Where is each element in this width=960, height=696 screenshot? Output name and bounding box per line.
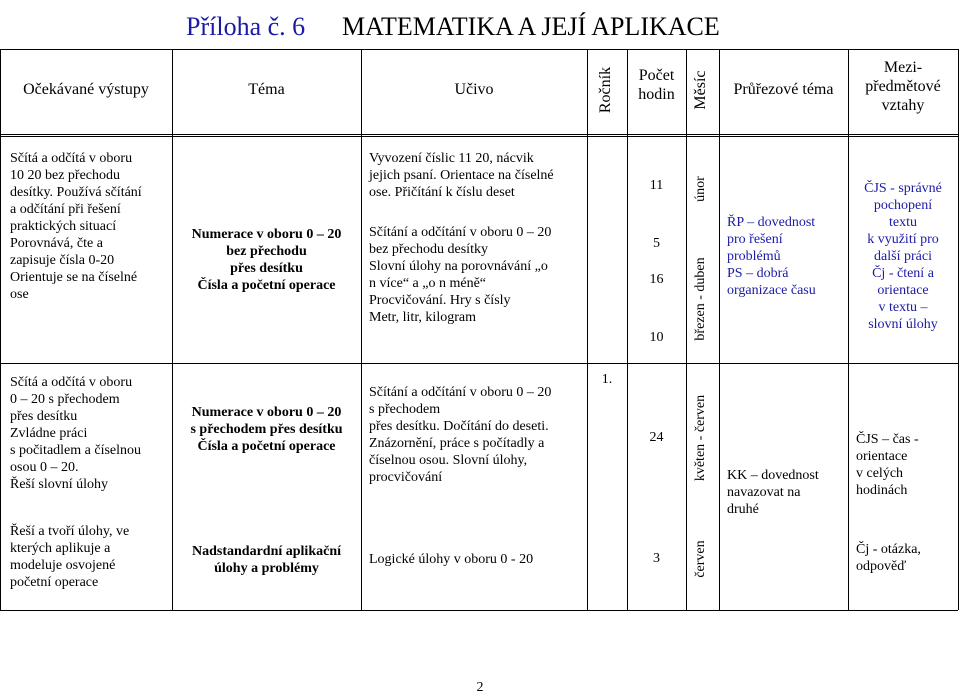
row1-hours-1: 11 bbox=[649, 178, 664, 193]
row2-topic-b: Nadstandardní aplikační úlohy a problémy bbox=[192, 544, 341, 576]
row2-inter-subject-b: Čj - otázka, odpověď bbox=[856, 542, 921, 574]
row1-curriculum-a: Vyvození číslic 11 20, nácvik jejich psaní. Orientace na číselné ose. Přičítání k číslu deset bbox=[369, 151, 554, 200]
row2-curriculum-a: Sčítání a odčítání v oboru 0 – 20 s přechodem přes desítku. Dočítání do deseti. Znázornění, práce s počítadly a číselnou osou. Slovní úlohy, procvičování bbox=[369, 385, 552, 485]
col-border-0 bbox=[0, 49, 1, 610]
row1-inter-subject: ČJS - správné pochopení textu k využití pro další práci Čj - čtení a orientace v textu – slovní úlohy bbox=[864, 181, 942, 332]
col-border-1 bbox=[172, 49, 173, 610]
page-number: 2 bbox=[476, 680, 484, 695]
title-prefix bbox=[186, 10, 326, 44]
row1-hours-3: 16 bbox=[649, 272, 664, 287]
row2-hours-b: 3 bbox=[653, 551, 660, 566]
row1-curriculum-b: Sčítání a odčítání v oboru 0 – 20 bez přechodu desítky Slovní úlohy na porovnávání „o n více“ a „o n méně“ Procvičování. Hry s čísly Metr, litr, kilogram bbox=[369, 225, 552, 325]
row1-hours-2: 5 bbox=[653, 236, 660, 251]
header-topic: Téma bbox=[248, 81, 285, 98]
row2-curriculum-b: Logické úlohy v oboru 0 - 20 bbox=[369, 552, 534, 567]
table-bottom-border bbox=[0, 610, 958, 611]
row-separator bbox=[0, 363, 958, 364]
row1-hours-4: 10 bbox=[649, 330, 664, 345]
row2-hours-a: 24 bbox=[649, 430, 664, 445]
row2-cross-topic: KK – dovednost navazovat na druhé bbox=[727, 468, 819, 517]
header-grade: Ročník bbox=[597, 66, 614, 114]
row2-topic-a: Numerace v oboru 0 – 20 s přechodem přes desítku Čísla a početní operace bbox=[190, 405, 343, 454]
header-hours: Počet hodin bbox=[638, 67, 675, 103]
annex-label: Příloha č. 6 bbox=[186, 12, 306, 41]
row2-outputs-b: Řeší a tvoří úlohy, ve kterých aplikuje a modeluje osvojené početní operace bbox=[10, 524, 130, 590]
col-border-6 bbox=[719, 49, 720, 610]
table-top-border bbox=[0, 49, 958, 50]
row2-inter-subject-a: ČJS – čas - orientace v celých hodinách bbox=[856, 432, 919, 498]
header-inter-subject: Mezi- předmětové vztahy bbox=[865, 59, 941, 114]
row2-outputs-a: Sčítá a odčítá v oboru 0 – 20 s přechodem přes desítku Zvládne práci s počitadlem a číselnou osou 0 – 20. Řeší slovní úlohy bbox=[10, 375, 142, 492]
col-border-5 bbox=[686, 49, 687, 610]
row2-grade: 1. bbox=[601, 372, 613, 387]
header-month: Měsíc bbox=[692, 70, 709, 110]
header-bottom-border bbox=[0, 134, 958, 137]
page-title: MATEMATIKA A JEJÍ APLIKACE bbox=[342, 12, 720, 41]
header-outputs: Očekávané výstupy bbox=[23, 81, 149, 98]
row1-cross-topic: ŘP – dovednost pro řešení problémů PS – dobrá organizace času bbox=[727, 215, 816, 298]
row2-month-a: květen - červen bbox=[693, 394, 708, 482]
col-border-3 bbox=[587, 49, 588, 610]
header-cross-topic: Průřezové téma bbox=[733, 81, 834, 98]
row1-topic: Numerace v oboru 0 – 20 bez přechodu přes desítku Čísla a početní operace bbox=[191, 227, 342, 293]
row1-month-b: březen - duben bbox=[693, 257, 708, 341]
col-border-2 bbox=[361, 49, 362, 610]
col-border-8 bbox=[958, 49, 959, 610]
row2-month-b: červen bbox=[693, 540, 708, 578]
row1-month-a: únor bbox=[693, 176, 708, 202]
col-border-7 bbox=[848, 49, 849, 610]
row1-outputs: Sčítá a odčítá v oboru 10 20 bez přechodu desítky. Používá sčítání a odčítání při řešení praktických situací Porovnává, čte a zapisuje čísla 0-20 Orientuje se na číselné ose bbox=[10, 151, 142, 302]
header-curriculum: Učivo bbox=[454, 81, 494, 98]
